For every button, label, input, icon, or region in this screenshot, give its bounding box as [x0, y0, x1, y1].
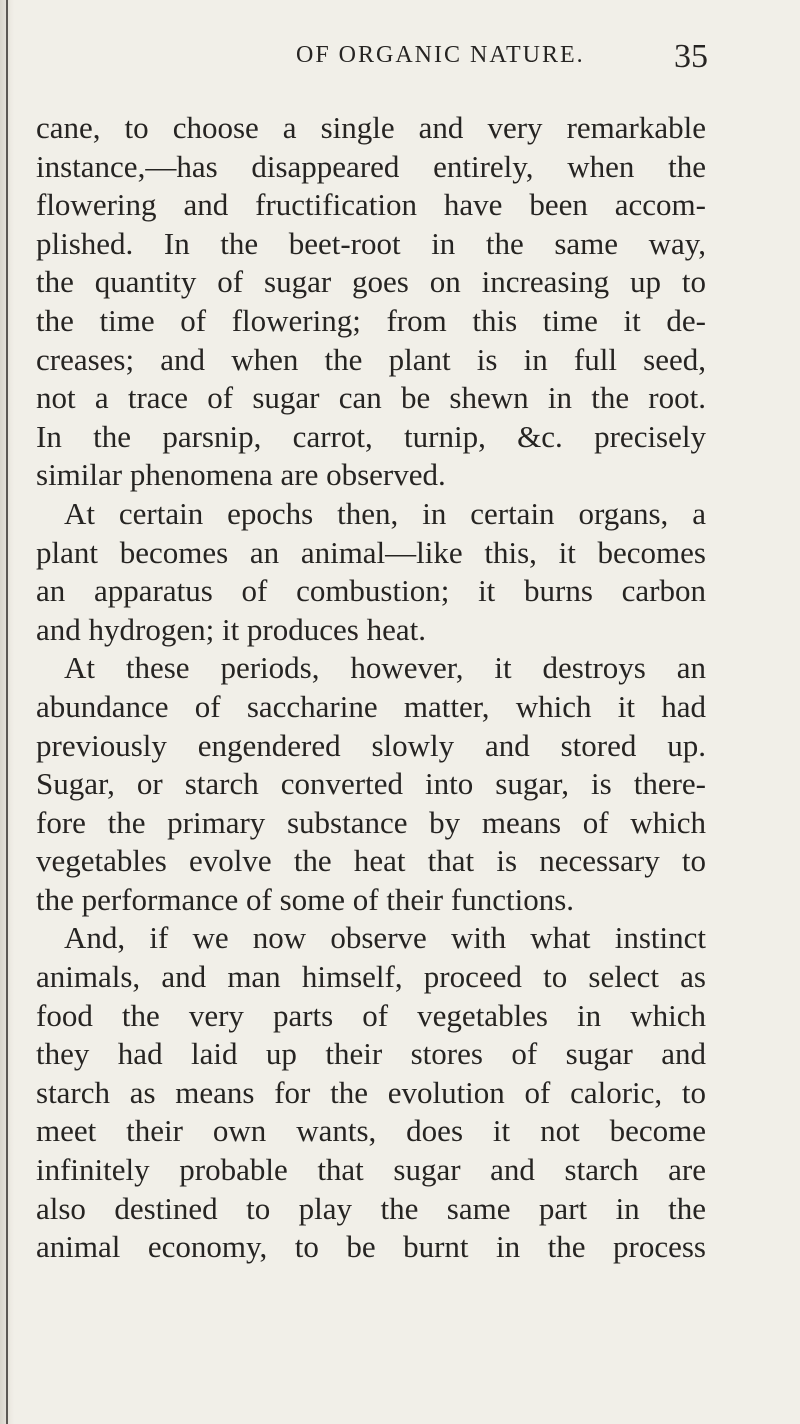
text-line: fore the primary substance by means of which — [36, 804, 706, 840]
text-line: also destined to play the same part in the — [36, 1190, 706, 1226]
text-line: creases; and when the plant is in full seed, — [36, 341, 706, 377]
text-line: meet their own wants, does it not become — [36, 1113, 706, 1149]
page-number: 35 — [674, 38, 708, 75]
text-line: not a trace of sugar can be shewn in the root. — [36, 380, 706, 416]
text-line: previously engendered slowly and stored up. — [36, 727, 706, 763]
text-line: plished. In the beet-root in the same way, — [36, 225, 706, 261]
running-title: OF ORGANIC NATURE. — [296, 42, 585, 68]
body-text — [36, 109, 706, 1267]
text-line: food the very parts of vegetables in which — [36, 997, 706, 1033]
text-line: starch as means for the evolution of caloric, to — [36, 1074, 706, 1110]
text-line: vegetables evolve the heat that is necessary to — [36, 843, 706, 879]
text-line: the quantity of sugar goes on increasing up to — [36, 264, 706, 300]
text-line: the time of flowering; from this time it de- — [36, 302, 706, 338]
text-line: an apparatus of combustion; it burns carbon — [36, 573, 706, 609]
text-line: Sugar, or starch converted into sugar, is there- — [36, 766, 706, 802]
page-header — [0, 38, 800, 88]
text-line: the performance of some of their functions. — [36, 881, 575, 917]
text-line: they had laid up their stores of sugar and — [36, 1036, 706, 1072]
text-line: instance,—has disappeared entirely, when the — [36, 148, 706, 184]
text-line: flowering and fructification have been accom- — [36, 187, 706, 223]
text-line: abundance of saccharine matter, which it had — [36, 688, 706, 724]
text-line: And, if we now observe with what instinct — [64, 920, 706, 956]
text-line: infinitely probable that sugar and starch are — [36, 1152, 706, 1188]
binding-edge — [6, 0, 8, 1424]
text-line: In the parsnip, carrot, turnip, &c. precisely — [36, 418, 706, 454]
text-line: cane, to choose a single and very remarkable — [36, 110, 706, 145]
text-line: At certain epochs then, in certain organs, a — [64, 495, 706, 531]
text-line: and hydrogen; it produces heat. — [36, 611, 426, 647]
text-line: plant becomes an animal—like this, it becomes — [36, 534, 706, 570]
text-line: similar phenomena are observed. — [36, 457, 446, 493]
text-line: animal economy, to be burnt in the process — [36, 1229, 706, 1265]
text-line: animals, and man himself, proceed to select as — [36, 959, 706, 995]
text-line: At these periods, however, it destroys an — [64, 650, 706, 686]
